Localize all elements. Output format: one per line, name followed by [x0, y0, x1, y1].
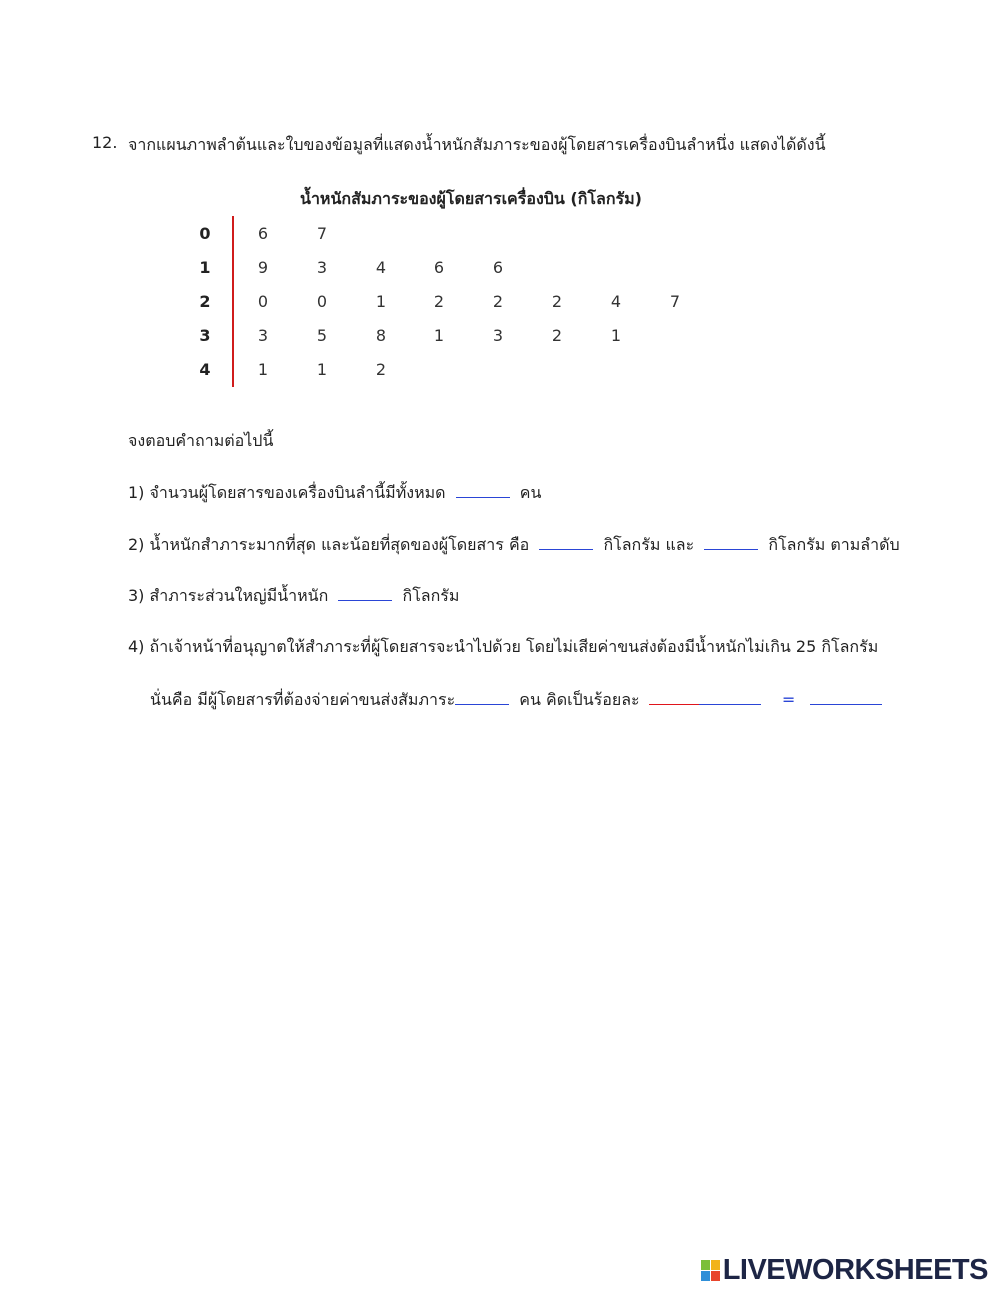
leaf: 1	[375, 292, 387, 311]
liveworksheets-logo	[701, 1254, 988, 1287]
item-unit: กิโลกรัม	[402, 586, 460, 605]
answer-fraction-blank[interactable]	[649, 690, 761, 709]
stem-divider-line	[232, 216, 234, 387]
leaf: 4	[375, 258, 387, 277]
stem-2: 2	[199, 292, 211, 311]
leaf: 6	[257, 224, 269, 243]
leaf: 1	[433, 326, 445, 345]
item-mid-text: คน คิดเป็นร้อยละ	[519, 690, 640, 709]
plot-title: น้ำหนักสัมภาระของผู้โดยสารเครื่องบิน (กิโลกรัม)	[300, 189, 642, 208]
item-unit: กิโลกรัม ตามลำดับ	[768, 535, 900, 554]
leaf: 9	[257, 258, 269, 277]
leaf: 3	[316, 258, 328, 277]
equals-sign: =	[781, 690, 796, 709]
leaf: 0	[316, 292, 328, 311]
leaf: 3	[492, 326, 504, 345]
leaf: 2	[492, 292, 504, 311]
item-number: 4)	[128, 637, 145, 656]
item-text: สำภาระส่วนใหญ่มีน้ำหนัก	[149, 586, 329, 605]
item-number: 3)	[128, 586, 145, 605]
stem-0: 0	[199, 224, 211, 243]
logo-icon	[701, 1260, 721, 1282]
leaf: 2	[551, 292, 563, 311]
leaf: 2	[551, 326, 563, 345]
leaf: 7	[669, 292, 681, 311]
instruction: จงตอบคำถามต่อไปนี้	[128, 431, 274, 450]
answer-blank-mode[interactable]	[338, 599, 392, 601]
leaf: 0	[257, 292, 269, 311]
item-text: จำนวนผู้โดยสารของเครื่องบินลำนี้มีทั้งหมด	[149, 483, 446, 502]
question-number: 12.	[92, 133, 118, 152]
item-text: นั่นคือ มีผู้โดยสารที่ต้องจ่ายค่าขนส่งสัมภาระ	[150, 690, 456, 709]
leaf: 6	[433, 258, 445, 277]
leaf: 8	[375, 326, 387, 345]
answer-blank-max[interactable]	[539, 548, 593, 550]
question-item-3	[128, 584, 459, 609]
fraction-denominator-line	[699, 703, 761, 705]
item-text: น้ำหนักสำภาระมากที่สุด และน้อยที่สุดของผู้โดยสาร คือ	[149, 535, 530, 554]
leaf: 2	[375, 360, 387, 379]
question-text: จากแผนภาพลำต้นและใบของข้อมูลที่แสดงน้ำหนักสัมภาระของผู้โดยสารเครื่องบินลำหนึ่ง แสดงได้ดังนี้	[128, 135, 826, 154]
leaf: 7	[316, 224, 328, 243]
item-unit: คน	[519, 483, 542, 502]
answer-blank-total[interactable]	[456, 496, 510, 498]
logo-text: LIVEWORKSHEETS	[722, 1254, 988, 1286]
item-number: 1)	[128, 483, 145, 502]
leaf: 4	[610, 292, 622, 311]
leaf: 1	[316, 360, 328, 379]
question-item-4	[128, 635, 878, 660]
leaf: 5	[316, 326, 328, 345]
stem-1: 1	[199, 258, 211, 277]
fraction-numerator-line	[649, 703, 699, 705]
item-number: 2)	[128, 535, 145, 554]
question-item-4-line2	[150, 688, 887, 713]
leaf: 1	[610, 326, 622, 345]
stem-3: 3	[199, 326, 211, 345]
question-item-1	[128, 481, 541, 506]
answer-blank-percent[interactable]	[810, 703, 882, 705]
answer-blank-min[interactable]	[704, 548, 758, 550]
stem-4: 4	[199, 360, 211, 379]
question-item-2	[128, 533, 900, 558]
item-mid-text: กิโลกรัม และ	[603, 535, 695, 554]
leaf: 1	[257, 360, 269, 379]
leaf: 3	[257, 326, 269, 345]
answer-blank-count[interactable]	[455, 703, 509, 705]
leaf: 6	[492, 258, 504, 277]
item-text: ถ้าเจ้าหน้าที่อนุญาตให้สำภาระที่ผู้โดยสารจะนำไปด้วย โดยไม่เสียค่าขนส่งต้องมีน้ำหนักไม่เกิน 25 กิโลกรัม	[149, 637, 879, 656]
leaf: 2	[433, 292, 445, 311]
